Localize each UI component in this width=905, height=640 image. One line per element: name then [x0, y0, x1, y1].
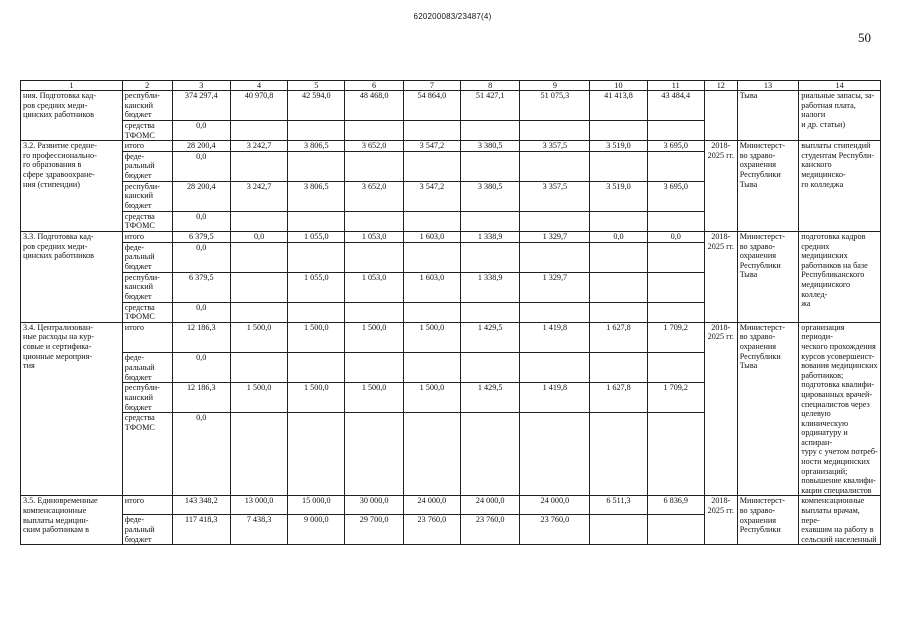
amount-cell: 1 500,0: [403, 322, 460, 353]
amount-cell: 43 484,4: [647, 91, 704, 121]
document-id: 620200083/23487(4): [413, 12, 492, 21]
amount-cell: 0,0: [647, 231, 704, 242]
period-cell: 2018- 2025 гг.: [704, 322, 737, 496]
amount-cell: 1 419,8: [520, 322, 590, 353]
program-funding-table: [20, 80, 881, 545]
amount-cell: 1 338,9: [461, 272, 520, 302]
table-row: [21, 322, 881, 353]
amount-cell: 7 438,3: [230, 515, 287, 545]
amount-cell: 1 053,0: [345, 272, 403, 302]
amount-cell: 0,0: [172, 302, 230, 322]
amount-cell: 24 000,0: [403, 496, 460, 515]
amount-cell: 117 418,3: [172, 515, 230, 545]
amount-cell: 3 695,0: [647, 181, 704, 211]
amount-cell: 23 760,0: [520, 515, 590, 545]
column-number: 2: [122, 81, 172, 91]
funding-source: средства ТФОМС: [122, 211, 172, 231]
funding-source: средства ТФОМС: [122, 121, 172, 141]
amount-cell: 0,0: [172, 242, 230, 272]
table-row: [21, 231, 881, 242]
funding-source: республи- канский бюджет: [122, 272, 172, 302]
funding-source: феде- ральный бюджет: [122, 151, 172, 181]
amount-cell: 6 379,5: [172, 272, 230, 302]
amount-cell: [590, 272, 647, 302]
amount-cell: 23 760,0: [461, 515, 520, 545]
amount-cell: 0,0: [590, 231, 647, 242]
column-number: 9: [520, 81, 590, 91]
executor-cell: Тыва: [737, 91, 799, 141]
measure-name: 3.3. Подготовка кад- ров средних меди- цинских работников: [21, 231, 123, 322]
executor-cell: Министерст- во здраво- охранения Республики Тыва: [737, 231, 799, 322]
amount-cell: 1 627,8: [590, 322, 647, 353]
period-cell: 2018- 2025 гг.: [704, 231, 737, 322]
amount-cell: 1 500,0: [403, 383, 460, 413]
measure-name: ния. Подготовка кад- ров средних меди- цинских работников: [21, 91, 123, 141]
amount-cell: 0,0: [172, 151, 230, 181]
column-number: 3: [172, 81, 230, 91]
amount-cell: [590, 515, 647, 545]
amount-cell: 374 297,4: [172, 91, 230, 121]
amount-cell: 42 594,0: [288, 91, 345, 121]
amount-cell: 1 627,8: [590, 383, 647, 413]
funding-source: республи- канский бюджет: [122, 91, 172, 121]
amount-cell: 51 075,3: [520, 91, 590, 121]
funding-source: итого: [122, 231, 172, 242]
funding-source: итого: [122, 141, 172, 152]
amount-cell: 1 500,0: [288, 383, 345, 413]
table-row: [21, 496, 881, 515]
amount-cell: 3 380,5: [461, 141, 520, 152]
expected-result-cell: компенсационные выплаты врачам, пере- ехавшим на работу в сельский населенный: [799, 496, 881, 545]
amount-cell: 0,0: [172, 413, 230, 496]
funding-source: республи- канский бюджет: [122, 383, 172, 413]
amount-cell: 3 519,0: [590, 141, 647, 152]
period-cell: 2018- 2025 гг.: [704, 141, 737, 232]
measure-name: 3.2. Развитие средне- го профессионально- го образования в сфере здравоохране- ния (стипендии): [21, 141, 123, 232]
amount-cell: 1 603,0: [403, 272, 460, 302]
amount-cell: 1 055,0: [288, 231, 345, 242]
amount-cell: 1 338,9: [461, 231, 520, 242]
amount-cell: 1 429,5: [461, 383, 520, 413]
amount-cell: 1 500,0: [345, 383, 403, 413]
funding-source: республи- канский бюджет: [122, 181, 172, 211]
amount-cell: 3 806,5: [288, 181, 345, 211]
amount-cell: 1 429,5: [461, 322, 520, 353]
column-number: 7: [403, 81, 460, 91]
amount-cell: 48 468,0: [345, 91, 403, 121]
executor-cell: Министерст- во здраво- охранения Республики: [737, 496, 799, 545]
amount-cell: 29 700,0: [345, 515, 403, 545]
amount-cell: 1 500,0: [288, 322, 345, 353]
measure-name: 3.5. Единовременные компенсационные выплаты медицин- ским работникам в: [21, 496, 123, 545]
expected-result-cell: выплаты стипендий студентам Республи- канского медицинско- го колледжа: [799, 141, 881, 232]
table-row: [21, 141, 881, 152]
amount-cell: [647, 272, 704, 302]
amount-cell: 3 380,5: [461, 181, 520, 211]
amount-cell: 143 348,2: [172, 496, 230, 515]
amount-cell: 24 000,0: [461, 496, 520, 515]
amount-cell: 15 000,0: [288, 496, 345, 515]
amount-cell: 3 357,5: [520, 181, 590, 211]
amount-cell: [647, 515, 704, 545]
funding-source: средства ТФОМС: [122, 302, 172, 322]
amount-cell: 12 186,3: [172, 322, 230, 353]
amount-cell: 9 000,0: [288, 515, 345, 545]
amount-cell: 3 357,5: [520, 141, 590, 152]
expected-result-cell: риальные запасы, за- работная плата, налоги и др. статьи): [799, 91, 881, 141]
column-number-row: [21, 81, 881, 91]
amount-cell: 0,0: [230, 231, 287, 242]
amount-cell: 54 864,0: [403, 91, 460, 121]
funding-source: средства ТФОМС: [122, 413, 172, 496]
amount-cell: 3 806,5: [288, 141, 345, 152]
amount-cell: 1 709,2: [647, 383, 704, 413]
column-number: 5: [288, 81, 345, 91]
amount-cell: 6 836,9: [647, 496, 704, 515]
amount-cell: 3 652,0: [345, 181, 403, 211]
amount-cell: 1 329,7: [520, 231, 590, 242]
executor-cell: Министерст- во здраво- охранения Республики Тыва: [737, 141, 799, 232]
amount-cell: 1 603,0: [403, 231, 460, 242]
amount-cell: 3 547,2: [403, 181, 460, 211]
table-row: [21, 91, 881, 121]
column-number: 10: [590, 81, 647, 91]
amount-cell: 1 500,0: [345, 322, 403, 353]
amount-cell: 3 242,7: [230, 141, 287, 152]
amount-cell: 28 200,4: [172, 141, 230, 152]
column-number: 12: [704, 81, 737, 91]
amount-cell: 30 000,0: [345, 496, 403, 515]
amount-cell: 28 200,4: [172, 181, 230, 211]
funding-source: итого: [122, 496, 172, 515]
column-number: 6: [345, 81, 403, 91]
funding-source: феде- ральный бюджет: [122, 515, 172, 545]
period-cell: 2018- 2025 гг.: [704, 496, 737, 545]
column-number: 4: [230, 81, 287, 91]
expected-result-cell: организация периоди- ческого прохождения курсов усовершенст- вования медицинских работников; подготовка квалифи- цированных врачей- специалистов через целевую клиническую ординатуру и аспиран- туру с учетом потреб- ности медицинских организаций; повышение квалифи- кации специалистов: [799, 322, 881, 496]
amount-cell: [230, 272, 287, 302]
amount-cell: 0,0: [172, 353, 230, 383]
page-number: 50: [858, 30, 871, 45]
funding-source: феде- ральный бюджет: [122, 242, 172, 272]
amount-cell: 1 500,0: [230, 383, 287, 413]
amount-cell: 12 186,3: [172, 383, 230, 413]
amount-cell: 0,0: [172, 211, 230, 231]
amount-cell: 1 053,0: [345, 231, 403, 242]
executor-cell: Министерст- во здраво- охранения Республики Тыва: [737, 322, 799, 496]
amount-cell: 23 760,0: [403, 515, 460, 545]
amount-cell: 13 000,0: [230, 496, 287, 515]
amount-cell: 41 413,8: [590, 91, 647, 121]
amount-cell: 1 709,2: [647, 322, 704, 353]
expected-result-cell: подготовка кадров средних медицинских работников на базе Республиканского медицинского коллед- жа: [799, 231, 881, 322]
amount-cell: 3 652,0: [345, 141, 403, 152]
amount-cell: 1 329,7: [520, 272, 590, 302]
column-number: 1: [21, 81, 123, 91]
measure-name: 3.4. Централизован- ные расходы на кур- совые и сертифика- ционные мероприя- тия: [21, 322, 123, 496]
amount-cell: 0,0: [172, 121, 230, 141]
amount-cell: 3 695,0: [647, 141, 704, 152]
amount-cell: 1 055,0: [288, 272, 345, 302]
amount-cell: 1 419,8: [520, 383, 590, 413]
amount-cell: 51 427,1: [461, 91, 520, 121]
amount-cell: 24 000,0: [520, 496, 590, 515]
funding-source: феде- ральный бюджет: [122, 353, 172, 383]
column-number: 13: [737, 81, 799, 91]
column-number: 14: [799, 81, 881, 91]
amount-cell: 40 970,8: [230, 91, 287, 121]
funding-source: итого: [122, 322, 172, 353]
amount-cell: 1 500,0: [230, 322, 287, 353]
amount-cell: 6 511,3: [590, 496, 647, 515]
amount-cell: 3 242,7: [230, 181, 287, 211]
period-cell: [704, 91, 737, 141]
column-number: 11: [647, 81, 704, 91]
column-number: 8: [461, 81, 520, 91]
amount-cell: 3 519,0: [590, 181, 647, 211]
amount-cell: 3 547,2: [403, 141, 460, 152]
amount-cell: 6 379,5: [172, 231, 230, 242]
